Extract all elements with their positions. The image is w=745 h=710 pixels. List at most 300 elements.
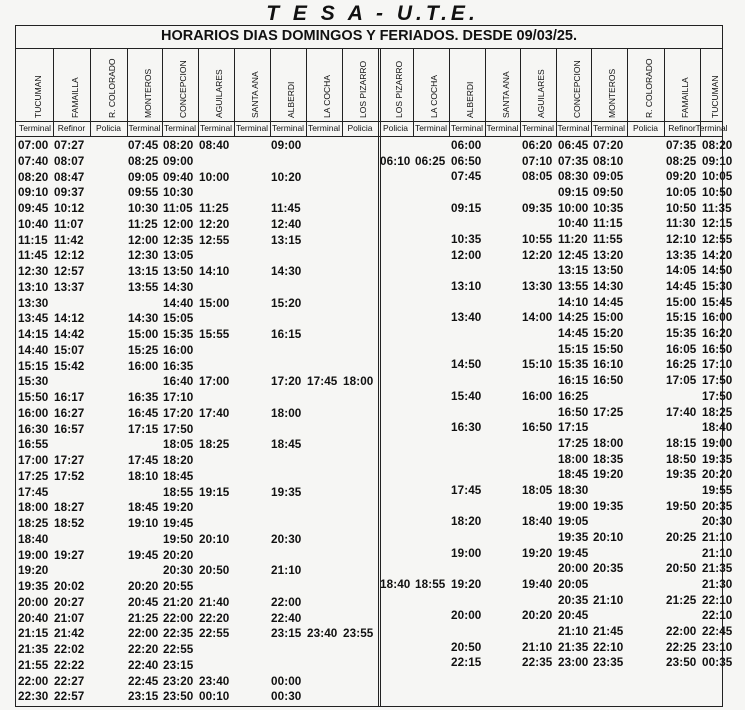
- time-cell: 21:07: [54, 611, 85, 625]
- time-cell: 13:20: [593, 248, 624, 262]
- time-cell: 18:52: [54, 517, 85, 530]
- time-cell: 16:05: [666, 342, 697, 356]
- time-cell: 20:35: [702, 499, 733, 513]
- left-stop-type: Terminal: [307, 123, 341, 133]
- time-cell: 14:30: [128, 312, 159, 326]
- time-cell: 20:55: [163, 580, 194, 593]
- time-cell: 19:50: [666, 499, 697, 513]
- time-cell: 14:42: [54, 328, 85, 341]
- time-cell: 15:10: [522, 358, 553, 372]
- time-cell: 17:45: [451, 483, 482, 497]
- time-cell: 17:25: [558, 436, 589, 450]
- time-cell: 16:25: [558, 389, 589, 403]
- right-column-header: LOS PIZARRO: [393, 60, 404, 118]
- time-cell: 16:27: [54, 406, 85, 420]
- time-cell: 20:05: [558, 577, 589, 591]
- time-cell: 06:50: [451, 154, 482, 168]
- right-column-header: AGUILARES: [536, 69, 546, 118]
- left-column-header: SANTA ANA: [250, 71, 260, 118]
- time-cell: 20:00: [18, 595, 49, 609]
- time-cell: 18:45: [558, 468, 589, 482]
- time-cell: 18:20: [451, 515, 482, 529]
- time-cell: 08:20: [702, 139, 733, 152]
- right-column-header: SANTA ANA: [500, 71, 511, 118]
- time-cell: 10:50: [702, 186, 733, 200]
- time-cell: 20:40: [18, 611, 49, 625]
- time-cell: 10:00: [199, 170, 230, 184]
- time-cell: 11:07: [54, 217, 84, 231]
- time-cell: 20:20: [702, 468, 733, 482]
- time-cell: 18:20: [163, 454, 194, 467]
- time-cell: 12:15: [702, 217, 733, 231]
- time-cell: 14:00: [522, 311, 553, 325]
- time-cell: 14:45: [666, 280, 697, 294]
- time-cell: 09:37: [54, 186, 85, 200]
- time-cell: 17:05: [666, 374, 697, 388]
- time-cell: 18:00: [343, 375, 374, 389]
- time-cell: 12:40: [271, 217, 302, 231]
- time-cell: 18:55: [163, 485, 194, 499]
- time-cell: 16:35: [128, 391, 159, 404]
- time-cell: 09:05: [593, 170, 624, 184]
- left-stop-type: Terminal: [199, 123, 233, 133]
- document-subtitle: HORARIOS DIAS DOMINGOS Y FERIADOS. DESDE 09/03/25.: [160, 28, 578, 44]
- time-cell: 19:45: [558, 546, 589, 560]
- time-cell: 15:20: [271, 296, 302, 310]
- time-cell: 22:00: [163, 611, 194, 625]
- time-cell: 08:25: [666, 154, 697, 168]
- time-cell: 17:45: [18, 485, 49, 499]
- time-cell: 16:30: [18, 422, 49, 436]
- center-divider-inner: [380, 48, 381, 707]
- time-cell: 18:25: [199, 438, 230, 452]
- time-cell: 15:25: [128, 343, 159, 357]
- time-cell: 14:40: [18, 343, 49, 357]
- time-cell: 14:05: [666, 264, 697, 278]
- left-column-header: LA COCHA: [322, 75, 332, 118]
- time-cell: 21:45: [593, 624, 624, 638]
- time-cell: 19:45: [128, 548, 159, 562]
- time-cell: 13:15: [128, 265, 159, 278]
- time-cell: 19:00: [451, 546, 482, 560]
- time-cell: 21:42: [54, 627, 85, 641]
- time-cell: 20:35: [558, 593, 589, 607]
- time-cell: 12:57: [54, 265, 85, 278]
- time-cell: 14:30: [593, 280, 624, 294]
- left-column-header: CONCEPCION: [178, 60, 188, 118]
- time-cell: 21:25: [666, 593, 697, 607]
- time-cell: 15:35: [558, 358, 589, 372]
- time-cell: 11:35: [702, 201, 732, 215]
- time-cell: 18:27: [54, 501, 85, 515]
- right-column-header: CONCEPCION: [571, 60, 582, 118]
- time-cell: 17:00: [18, 454, 49, 467]
- time-cell: 00:00: [271, 674, 302, 688]
- time-cell: 06:25: [415, 154, 446, 168]
- right-stop-type: Policia: [632, 123, 659, 133]
- time-cell: 20:30: [702, 515, 733, 529]
- time-cell: 16:40: [163, 375, 194, 389]
- time-cell: 20:27: [54, 595, 85, 609]
- time-cell: 13:15: [558, 264, 589, 278]
- time-cell: 13:55: [128, 280, 159, 294]
- time-cell: 21:35: [18, 643, 49, 656]
- time-cell: 08:25: [128, 154, 159, 168]
- time-cell: 19:45: [163, 517, 194, 530]
- time-cell: 18:00: [18, 501, 49, 515]
- time-cell: 22:10: [702, 609, 733, 623]
- time-cell: 12:20: [522, 248, 553, 262]
- time-cell: 11:30: [666, 217, 696, 231]
- time-cell: 10:30: [163, 186, 194, 200]
- time-cell: 15:35: [163, 328, 194, 341]
- left-column-header: TUCUMAN: [33, 75, 43, 118]
- time-cell: 20:20: [128, 580, 159, 593]
- time-cell: 08:20: [163, 139, 194, 152]
- time-cell: 23:00: [558, 656, 589, 670]
- right-stop-type: Terminal: [486, 123, 519, 133]
- time-cell: 21:40: [199, 595, 230, 609]
- time-cell: 15:05: [163, 312, 194, 326]
- time-cell: 21:10: [271, 564, 302, 578]
- time-cell: 10:20: [271, 170, 302, 184]
- time-cell: 10:50: [666, 201, 697, 215]
- time-cell: 18:55: [415, 577, 446, 591]
- time-cell: 12:30: [128, 249, 159, 263]
- time-cell: 09:45: [18, 202, 49, 215]
- time-cell: 12:35: [163, 233, 194, 247]
- document-title: T E S A - U.T.E.: [266, 2, 479, 25]
- time-cell: 14:45: [558, 327, 589, 341]
- time-cell: 17:25: [593, 405, 624, 419]
- time-cell: 08:40: [199, 139, 230, 152]
- time-cell: 09:10: [702, 154, 733, 168]
- time-cell: 18:25: [702, 405, 733, 419]
- time-cell: 22:00: [18, 674, 49, 688]
- time-cell: 21:35: [702, 562, 733, 576]
- time-cell: 16:15: [271, 328, 302, 341]
- time-cell: 15:07: [54, 343, 85, 357]
- time-cell: 19:50: [163, 532, 194, 546]
- time-cell: 20:00: [451, 609, 482, 623]
- time-cell: 22:20: [128, 643, 159, 656]
- time-cell: 20:20: [163, 548, 194, 562]
- time-cell: 17:15: [558, 421, 589, 435]
- right-stop-type: Refinor: [668, 123, 696, 133]
- left-stop-type: Refinor: [57, 123, 86, 133]
- time-cell: 20:10: [199, 532, 230, 546]
- right-column-header: FAMAILLA: [680, 77, 690, 118]
- time-cell: 17:50: [702, 374, 733, 388]
- time-cell: 07:00: [18, 139, 49, 152]
- time-cell: 11:42: [54, 233, 84, 247]
- time-cell: 11:55: [593, 233, 623, 247]
- time-cell: 13:30: [522, 280, 553, 294]
- time-cell: 20:45: [128, 595, 159, 609]
- time-cell: 11:45: [271, 202, 301, 215]
- time-cell: 21:30: [702, 577, 733, 591]
- time-cell: 22:27: [54, 674, 85, 688]
- time-cell: 17:00: [199, 375, 230, 389]
- time-cell: 20:50: [666, 562, 697, 576]
- time-cell: 14:30: [271, 265, 302, 278]
- time-cell: 21:10: [522, 640, 553, 654]
- left-column-header: LOS PIZARRO: [358, 60, 368, 118]
- time-cell: 12:00: [128, 233, 159, 247]
- time-cell: 15:45: [702, 295, 733, 309]
- time-cell: 13:50: [163, 265, 194, 278]
- time-cell: 09:15: [558, 186, 589, 200]
- time-cell: 07:35: [558, 154, 589, 168]
- time-cell: 22:10: [593, 640, 624, 654]
- time-cell: 11:15: [593, 217, 623, 231]
- time-cell: 19:00: [18, 548, 49, 562]
- time-cell: 15:15: [18, 359, 49, 373]
- right-stop-type: Terminal: [521, 123, 555, 133]
- time-cell: 17:50: [163, 422, 194, 436]
- time-cell: 12:45: [558, 248, 589, 262]
- time-cell: 08:07: [54, 154, 85, 168]
- time-cell: 10:30: [128, 202, 159, 215]
- time-cell: 22:00: [666, 624, 697, 638]
- time-cell: 10:35: [593, 201, 624, 215]
- time-cell: 11:45: [18, 249, 48, 263]
- time-cell: 07:20: [593, 139, 624, 152]
- time-cell: 11:20: [558, 233, 588, 247]
- time-cell: 00:30: [271, 690, 302, 704]
- time-cell: 23:15: [271, 627, 302, 641]
- time-cell: 19:20: [451, 577, 482, 591]
- time-cell: 16:57: [54, 422, 85, 436]
- time-cell: 14:45: [593, 295, 624, 309]
- time-cell: 13:55: [558, 280, 589, 294]
- time-cell: 08:47: [54, 170, 85, 184]
- time-cell: 13:40: [451, 311, 482, 325]
- time-cell: 18:15: [666, 436, 697, 450]
- time-cell: 17:45: [128, 454, 159, 467]
- time-cell: 12:12: [54, 249, 85, 263]
- time-cell: 17:40: [666, 405, 697, 419]
- time-cell: 12:20: [199, 217, 230, 231]
- time-cell: 18:45: [271, 438, 302, 452]
- time-cell: 20:50: [451, 640, 482, 654]
- time-cell: 23:35: [593, 656, 624, 670]
- left-stop-type: Terminal: [163, 123, 197, 133]
- time-cell: 23:50: [163, 690, 194, 704]
- time-cell: 20:20: [522, 609, 553, 623]
- right-stop-type: Policia: [382, 123, 409, 133]
- time-cell: 07:45: [451, 170, 482, 184]
- time-cell: 14:40: [163, 296, 194, 310]
- left-stop-type: Policia: [347, 123, 373, 133]
- time-cell: 18:00: [593, 436, 624, 450]
- time-cell: 13:10: [18, 280, 49, 294]
- time-cell: 18:00: [271, 406, 302, 420]
- time-cell: 23:55: [343, 627, 374, 641]
- time-cell: 16:50: [593, 374, 624, 388]
- time-cell: 22:15: [451, 656, 482, 670]
- time-cell: 16:25: [666, 358, 697, 372]
- time-cell: 21:55: [18, 658, 49, 672]
- time-cell: 18:40: [702, 421, 733, 435]
- time-cell: 11:25: [128, 217, 158, 231]
- time-cell: 18:05: [163, 438, 194, 452]
- time-cell: 12:55: [702, 233, 733, 247]
- time-cell: 13:30: [18, 296, 49, 310]
- time-cell: 22:10: [702, 593, 733, 607]
- time-cell: 18:30: [558, 483, 589, 497]
- time-cell: 16:17: [54, 391, 85, 404]
- time-cell: 20:50: [199, 564, 230, 578]
- time-cell: 14:20: [702, 248, 733, 262]
- time-cell: 21:10: [702, 546, 733, 560]
- time-cell: 18:35: [593, 452, 624, 466]
- time-cell: 20:30: [271, 532, 302, 546]
- time-cell: 19:35: [666, 468, 697, 482]
- time-cell: 12:10: [666, 233, 697, 247]
- time-cell: 11:05: [163, 202, 193, 215]
- left-stop-type: Terminal: [271, 123, 305, 133]
- time-cell: 10:05: [666, 186, 697, 200]
- time-cell: 21:15: [18, 627, 49, 641]
- time-cell: 22:02: [54, 643, 85, 656]
- time-cell: 15:50: [593, 342, 624, 356]
- time-cell: 16:00: [18, 406, 49, 420]
- left-stop-type: Terminal: [18, 123, 52, 133]
- time-cell: 16:20: [702, 327, 733, 341]
- time-cell: 21:10: [558, 624, 589, 638]
- time-cell: 16:50: [558, 405, 589, 419]
- time-cell: 09:15: [451, 201, 482, 215]
- time-cell: 20:10: [593, 530, 624, 544]
- time-cell: 16:50: [702, 342, 733, 356]
- time-cell: 13:50: [593, 264, 624, 278]
- time-cell: 23:50: [666, 656, 697, 670]
- time-cell: 22:45: [128, 674, 159, 688]
- time-cell: 00:35: [702, 656, 733, 670]
- time-cell: 13:05: [163, 249, 194, 263]
- time-cell: 16:00: [128, 359, 159, 373]
- time-cell: 10:05: [702, 170, 733, 184]
- time-cell: 06:20: [522, 139, 553, 152]
- time-cell: 17:40: [199, 406, 230, 420]
- time-cell: 17:45: [307, 375, 338, 389]
- time-cell: 09:05: [128, 170, 159, 184]
- time-cell: 22:40: [271, 611, 302, 625]
- time-cell: 12:55: [199, 233, 230, 247]
- time-cell: 09:20: [666, 170, 697, 184]
- left-column-header: R. COLORADO: [106, 58, 117, 118]
- time-cell: 14:30: [163, 280, 194, 294]
- right-column-header: TUCUMAN: [709, 75, 720, 118]
- time-cell: 08:20: [18, 170, 49, 184]
- time-cell: 19:35: [18, 580, 49, 593]
- time-cell: 22:30: [18, 690, 49, 704]
- time-cell: 17:15: [128, 422, 159, 436]
- time-cell: 17:20: [271, 375, 302, 389]
- time-cell: 17:50: [702, 389, 733, 403]
- time-cell: 09:10: [18, 186, 49, 200]
- time-cell: 09:00: [163, 154, 194, 168]
- time-cell: 16:55: [18, 438, 49, 452]
- time-cell: 07:35: [666, 139, 697, 152]
- time-cell: 15:35: [666, 327, 697, 341]
- time-cell: 17:20: [163, 406, 194, 420]
- time-cell: 13:15: [271, 233, 302, 247]
- time-cell: 15:00: [128, 328, 159, 341]
- time-cell: 22:35: [163, 627, 194, 641]
- time-cell: 20:00: [558, 562, 589, 576]
- time-cell: 14:12: [54, 312, 85, 326]
- time-cell: 16:15: [558, 374, 589, 388]
- time-cell: 19:27: [54, 548, 85, 562]
- time-cell: 22:00: [271, 595, 302, 609]
- time-cell: 20:45: [558, 609, 589, 623]
- time-cell: 19:55: [702, 483, 733, 497]
- time-cell: 06:45: [558, 139, 589, 152]
- time-cell: 10:55: [522, 233, 553, 247]
- time-cell: 19:20: [163, 501, 194, 515]
- time-cell: 22:35: [522, 656, 553, 670]
- time-cell: 21:35: [558, 640, 589, 654]
- time-cell: 11:25: [199, 202, 229, 215]
- time-cell: 19:40: [522, 577, 553, 591]
- time-cell: 18:10: [128, 469, 159, 483]
- time-cell: 22:57: [54, 690, 85, 704]
- time-cell: 10:40: [18, 217, 49, 231]
- time-cell: 17:10: [163, 391, 194, 404]
- time-cell: 22:45: [702, 624, 733, 638]
- time-cell: 10:12: [54, 202, 85, 215]
- rule-below-headers: [15, 121, 723, 122]
- time-cell: 19:35: [593, 499, 624, 513]
- time-cell: 18:40: [380, 577, 411, 591]
- left-stop-type: Terminal: [235, 123, 269, 133]
- time-cell: 18:05: [522, 483, 553, 497]
- time-cell: 23:15: [163, 658, 194, 672]
- time-cell: 00:10: [199, 690, 230, 704]
- time-cell: 14:50: [702, 264, 733, 278]
- time-cell: 19:35: [271, 485, 302, 499]
- time-cell: 14:25: [558, 311, 589, 325]
- rule-below-stop-types: [15, 136, 723, 137]
- time-cell: 14:10: [199, 265, 230, 278]
- time-cell: 15:00: [593, 311, 624, 325]
- time-cell: 15:50: [18, 391, 49, 404]
- time-cell: 15:00: [666, 295, 697, 309]
- time-cell: 16:10: [593, 358, 624, 372]
- time-cell: 15:40: [451, 389, 482, 403]
- time-cell: 19:10: [128, 517, 159, 530]
- time-cell: 15:15: [666, 311, 697, 325]
- time-cell: 15:42: [54, 359, 85, 373]
- time-cell: 15:30: [702, 280, 733, 294]
- time-cell: 06:10: [380, 154, 411, 168]
- time-cell: 09:35: [522, 201, 553, 215]
- time-cell: 19:15: [199, 485, 230, 499]
- time-cell: 22:20: [199, 611, 230, 625]
- time-cell: 07:40: [18, 154, 49, 168]
- time-cell: 09:50: [593, 186, 624, 200]
- time-cell: 20:35: [593, 562, 624, 576]
- time-cell: 18:45: [128, 501, 159, 515]
- time-cell: 07:10: [522, 154, 553, 168]
- time-cell: 22:55: [163, 643, 194, 656]
- time-cell: 20:30: [163, 564, 194, 578]
- time-cell: 18:40: [18, 532, 49, 546]
- time-cell: 17:25: [18, 469, 49, 483]
- right-stop-type: Terminal: [414, 123, 448, 133]
